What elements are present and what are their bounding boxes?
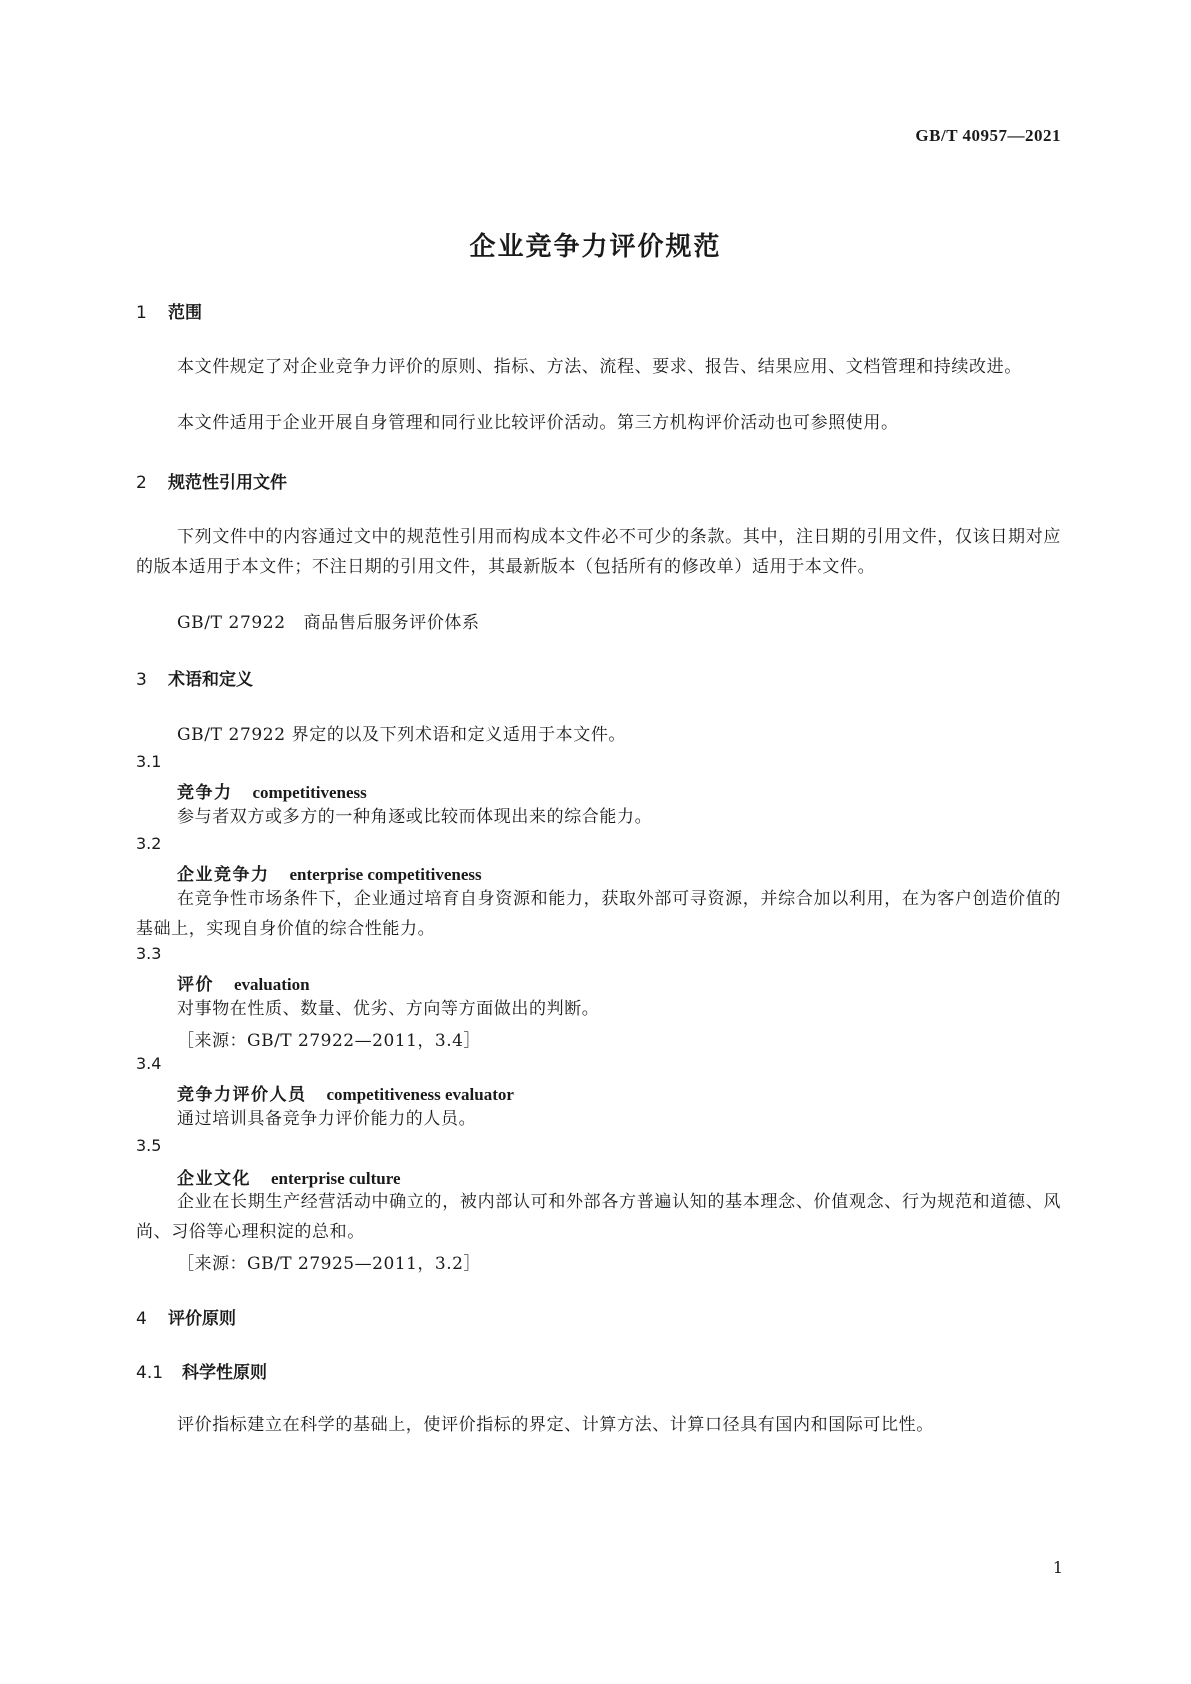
section-1-heading (136, 298, 202, 323)
term-definition: 企业在长期生产经营活动中确立的，被内部认可和外部各方普遍认知的基本理念、价值观念、行为规范和道德、风尚、习俗等心理积淀的总和。 (136, 1192, 1061, 1242)
section-title: 评价原则 (168, 1309, 236, 1329)
section-number: 2 (136, 473, 147, 493)
term-zh: 竞争力评价人员 (177, 1085, 307, 1105)
section-number: 3 (136, 670, 147, 690)
section-title: 规范性引用文件 (168, 473, 287, 493)
section-4-heading (136, 1304, 236, 1329)
section-title: 范围 (168, 303, 202, 323)
term-zh: 企业文化 (177, 1169, 251, 1189)
term-en: enterprise culture (271, 1169, 401, 1188)
term-number: 3.3 (136, 944, 162, 963)
paragraph: 本文件规定了对企业竞争力评价的原则、指标、方法、流程、要求、报告、结果应用、文档管理和持续改进。 (177, 357, 1022, 377)
term-en: evaluation (234, 975, 310, 994)
standard-code: GB/T 40957—2021 (915, 126, 1061, 145)
term-heading (177, 1164, 401, 1189)
term-en: competitiveness evaluator (326, 1085, 514, 1104)
term-number: 3.4 (136, 1054, 162, 1073)
term-en: enterprise competitiveness (289, 865, 482, 884)
paragraph: GB/T 27922 界定的以及下列术语和定义适用于本文件。 (177, 725, 627, 745)
subsection-title: 科学性原则 (182, 1363, 267, 1383)
paragraph: 下列文件中的内容通过文中的规范性引用而构成本文件必不可少的条款。其中，注日期的引用文件，仅该日期对应的版本适用于本文件；不注日期的引用文件，其最新版本（包括所有的修改单）适用于本文件。 (136, 527, 1061, 577)
term-zh: 竞争力 (177, 783, 233, 803)
term-definition: 在竞争性市场条件下，企业通过培育自身资源和能力，获取外部可寻资源，并综合加以利用，在为客户创造价值的基础上，实现自身价值的综合性能力。 (136, 889, 1061, 939)
term-definition: 参与者双方或多方的一种角逐或比较而体现出来的综合能力。 (177, 807, 653, 827)
reference-code: GB/T 27922 (177, 613, 286, 633)
term-definition: 对事物在性质、数量、优劣、方向等方面做出的判断。 (177, 999, 600, 1019)
section-title: 术语和定义 (168, 670, 253, 690)
term-number: 3.5 (136, 1136, 162, 1155)
term-heading (177, 970, 310, 995)
term-source: ［来源：GB/T 27922—2011，3.4］ (177, 1031, 481, 1051)
page-number: 1 (1052, 1558, 1063, 1577)
term-heading (177, 778, 367, 803)
term-en: competitiveness (252, 783, 367, 802)
term-zh: 企业竞争力 (177, 865, 270, 885)
section-number: 4 (136, 1309, 147, 1329)
document-title: 企业竞争力评价规范 (469, 232, 722, 262)
section-3-heading (136, 665, 253, 690)
subsection-4-1-heading (136, 1358, 267, 1383)
paragraph: 本文件适用于企业开展自身管理和同行业比较评价活动。第三方机构评价活动也可参照使用。 (177, 413, 899, 433)
subsection-number: 4.1 (136, 1363, 164, 1383)
section-number: 1 (136, 303, 147, 323)
term-definition: 通过培训具备竞争力评价能力的人员。 (177, 1109, 477, 1129)
section-2-heading (136, 468, 287, 493)
normative-reference (177, 608, 480, 633)
term-number: 3.1 (136, 752, 162, 771)
paragraph: 评价指标建立在科学的基础上，使评价指标的界定、计算方法、计算口径具有国内和国际可比性。 (177, 1415, 934, 1435)
term-heading (177, 860, 482, 885)
term-zh: 评价 (177, 975, 214, 995)
term-heading (177, 1080, 514, 1105)
reference-title: 商品售后服务评价体系 (303, 613, 480, 633)
term-number: 3.2 (136, 834, 162, 853)
term-source: ［来源：GB/T 27925—2011，3.2］ (177, 1254, 481, 1274)
